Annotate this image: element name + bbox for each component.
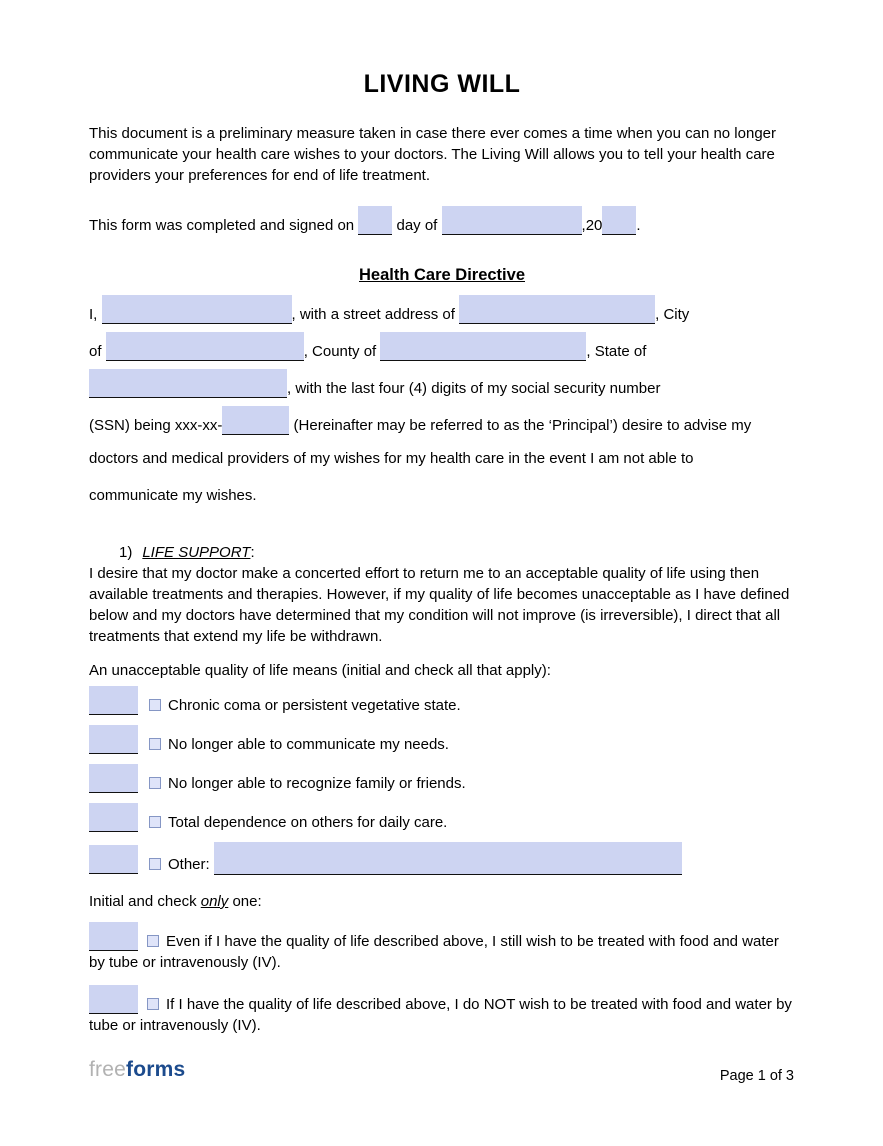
life-support-colon: :	[250, 544, 255, 561]
signed-date-line	[89, 206, 795, 240]
checkbox-total-dependence[interactable]	[149, 816, 161, 828]
option-row-total-dependence	[89, 803, 795, 835]
signed-comma20: ,20	[581, 217, 603, 234]
page-indicator: Page 1 of 3	[719, 1068, 794, 1084]
checkbox-chronic-coma[interactable]	[149, 699, 161, 711]
checkbox-wish-food-water[interactable]	[147, 935, 159, 947]
other-text-field[interactable]	[214, 842, 682, 875]
directive-l2a: of	[89, 343, 102, 360]
life-support-number: 1)	[119, 544, 133, 561]
life-support-title: LIFE SUPPORT	[142, 544, 251, 561]
exclusive-option-no-food-water	[89, 985, 795, 1036]
principal-name-field[interactable]	[102, 295, 292, 324]
directive-l2c: , State of	[586, 343, 647, 360]
street-address-field[interactable]	[459, 295, 655, 324]
directive-line-2	[89, 332, 795, 364]
month-field[interactable]	[442, 206, 582, 235]
initials-field-3[interactable]	[89, 764, 138, 793]
directive-l3: , with the last four (4) digits of my social security number	[287, 380, 661, 397]
option-row-communicate-needs	[89, 725, 795, 757]
directive-line-4	[89, 406, 795, 438]
directive-l2b: , County of	[303, 343, 377, 360]
brand-free-text: free	[89, 1058, 126, 1081]
county-field[interactable]	[380, 332, 586, 361]
directive-l6: communicate my wishes.	[89, 487, 257, 504]
life-support-body: I desire that my doctor make a concerted effort to return me to an acceptable quality of life using then available treatments and therapies. However, if my quality of life becomes unacceptable as I have defined below and my doctors have determined that my condition will not improve (is irreversible), I direct that all treatments that extend my life be withdrawn.	[89, 565, 790, 645]
option-row-other	[89, 842, 795, 874]
ssn-last4-field[interactable]	[222, 406, 289, 435]
city-field[interactable]	[106, 332, 304, 361]
state-field[interactable]	[89, 369, 287, 398]
option-label: Other:	[168, 856, 210, 873]
directive-line-3	[89, 369, 795, 401]
directive-line-6	[89, 480, 795, 512]
directive-l5: doctors and medical providers of my wishes for my health care in the event I am not able to	[89, 450, 694, 467]
checkbox-recognize-family[interactable]	[149, 777, 161, 789]
page-title: LIVING WILL	[363, 70, 521, 98]
exclusive-option-label: Even if I have the quality of life described above, I still wish to be treated with food and water by tube or intravenously (IV).	[89, 933, 779, 971]
only-label-post: one:	[232, 893, 262, 910]
option-label: Total dependence on others for daily care.	[168, 814, 448, 831]
exclusive-option-label: If I have the quality of life described above, I do NOT wish to be treated with food and water by tube or intravenously (IV).	[89, 996, 792, 1034]
only-label-em: only	[200, 893, 229, 910]
option-row-recognize-family	[89, 764, 795, 796]
exclusive-option-wish-food-water	[89, 922, 795, 973]
document-content	[89, 0, 795, 1036]
directive-l4a: (SSN) being xxx-xx-	[89, 417, 223, 434]
directive-l1b: , with a street address of	[291, 306, 455, 323]
intro-paragraph: This document is a preliminary measure taken in case there ever comes a time when you can no longer communicate your health care wishes to your doctors. The Living Will allows you to tell your health care providers your preferences for end of life treatment.	[89, 125, 777, 184]
year-field[interactable]	[602, 206, 636, 235]
checkbox-no-food-water[interactable]	[147, 998, 159, 1010]
initials-field-5[interactable]	[89, 845, 138, 874]
option-label: No longer able to recognize family or friends.	[168, 775, 466, 792]
day-field[interactable]	[358, 206, 392, 235]
brand-forms-text: forms	[126, 1058, 186, 1081]
directive-line-5	[89, 443, 795, 475]
directive-line-1	[89, 295, 795, 327]
option-row-chronic-coma	[89, 686, 795, 718]
initials-field-1[interactable]	[89, 686, 138, 715]
signed-prefix: This form was completed and signed on	[89, 217, 355, 234]
check-only-one-label	[89, 893, 795, 910]
initials-field-4[interactable]	[89, 803, 138, 832]
option-label: No longer able to communicate my needs.	[168, 736, 449, 753]
health-care-directive-heading: Health Care Directive	[359, 266, 525, 284]
initials-field-6[interactable]	[89, 922, 138, 951]
checkbox-communicate-needs[interactable]	[149, 738, 161, 750]
directive-l4b: (Hereinafter may be referred to as the ‘Principal’) desire to advise my	[293, 417, 752, 434]
only-label-pre: Initial and check	[89, 893, 197, 910]
freeforms-logo	[89, 1058, 185, 1082]
initials-field-7[interactable]	[89, 985, 138, 1014]
option-label: Chronic coma or persistent vegetative state.	[168, 697, 461, 714]
apply-all-label: An unacceptable quality of life means (initial and check all that apply):	[89, 662, 551, 679]
checkbox-other[interactable]	[149, 858, 161, 870]
directive-l1a: I,	[89, 306, 98, 323]
signed-dayof: day of	[396, 217, 438, 234]
life-support-heading	[89, 544, 795, 561]
signed-period: .	[636, 217, 641, 234]
directive-l1c: , City	[655, 306, 690, 323]
initials-field-2[interactable]	[89, 725, 138, 754]
